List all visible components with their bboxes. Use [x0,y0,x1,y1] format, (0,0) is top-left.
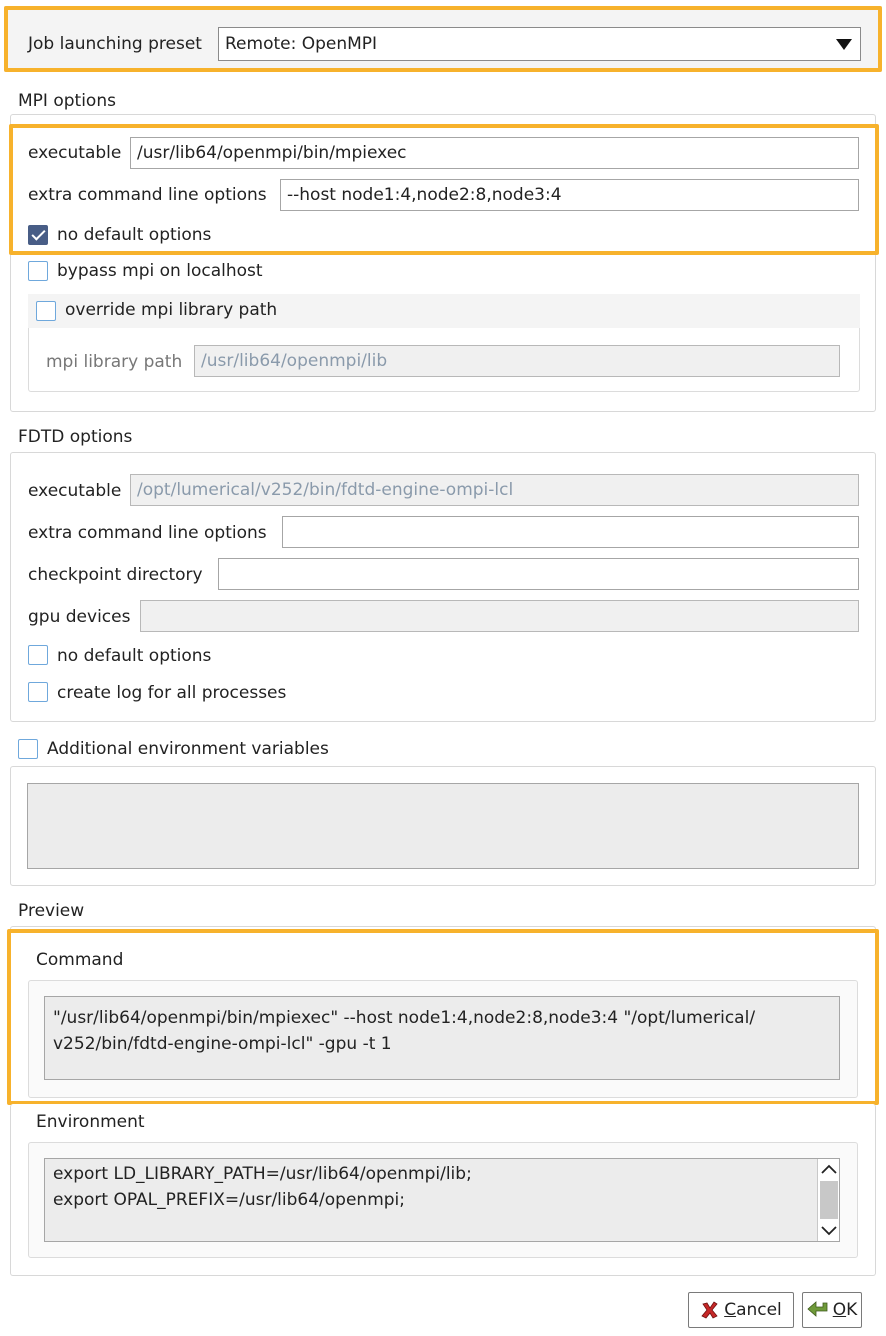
mpi-executable-label: executable [28,143,122,163]
gpu-devices-input [140,600,859,632]
environment-line-2: export OPAL_PREFIX=/usr/lib64/openmpi; [53,1190,406,1210]
command-line-1: "/usr/lib64/openmpi/bin/mpiexec" --host node1:4,node2:8,node3:4 "/opt/lumerical/ [53,1008,756,1028]
mpi-library-path-input: /usr/lib64/openmpi/lib [194,345,840,377]
env-vars-checkbox[interactable] [18,739,38,759]
override-mpi-path-checkbox[interactable] [36,301,56,321]
command-line-2: v252/bin/fdtd-engine-ompi-lcl" -gpu -t 1 [53,1034,392,1054]
preset-select[interactable] [218,27,861,61]
mpi-extra-options-input[interactable]: --host node1:4,node2:8,node3:4 [280,179,859,211]
environment-line-1: export LD_LIBRARY_PATH=/usr/lib64/openmpi/lib; [53,1164,472,1184]
chevron-down-icon [836,39,852,51]
mpi-options-title: MPI options [18,91,116,111]
mpi-no-default-checkbox[interactable] [28,225,48,245]
scrollbar-thumb[interactable] [820,1181,838,1219]
cancel-button[interactable] [688,1292,794,1328]
environment-title: Environment [36,1112,145,1132]
env-vars-label: Additional environment variables [47,739,329,759]
checkpoint-directory-label: checkpoint directory [28,565,203,585]
create-log-checkbox[interactable] [28,682,48,702]
override-mpi-path-label: override mpi library path [65,300,278,320]
cancel-label: Cancel [724,1300,782,1320]
bypass-mpi-label: bypass mpi on localhost [57,261,263,281]
checkpoint-directory-input[interactable] [218,558,859,590]
preset-select-value: Remote: OpenMPI [225,34,378,54]
fdtd-extra-options-input[interactable] [282,516,859,548]
gpu-devices-label: gpu devices [28,607,131,627]
scroll-up-icon[interactable] [819,1161,839,1177]
fdtd-executable-input: /opt/lumerical/v252/bin/fdtd-engine-ompi-lcl [130,474,859,506]
mpi-library-path-label: mpi library path [46,352,183,372]
ok-button[interactable] [802,1292,862,1328]
command-textarea [44,996,840,1080]
preview-title: Preview [18,901,85,921]
environment-scrollbar[interactable] [817,1159,839,1241]
mpi-extra-options-label: extra command line options [28,185,267,205]
mpi-no-default-label: no default options [57,225,212,245]
cancel-x-icon [700,1300,720,1320]
create-log-label: create log for all processes [57,683,287,703]
fdtd-no-default-checkbox[interactable] [28,645,48,665]
fdtd-options-title: FDTD options [18,427,133,447]
command-title: Command [36,950,124,970]
scroll-down-icon[interactable] [819,1223,839,1239]
ok-label: OK [832,1300,858,1320]
fdtd-extra-options-label: extra command line options [28,523,267,543]
ok-arrow-icon [807,1300,829,1320]
fdtd-no-default-label: no default options [57,646,212,666]
bypass-mpi-checkbox[interactable] [28,261,48,281]
env-vars-textarea [27,783,859,869]
preset-label: Job launching preset [28,34,202,54]
mpi-executable-input[interactable]: /usr/lib64/openmpi/bin/mpiexec [130,137,859,169]
fdtd-executable-label: executable [28,481,122,501]
environment-textarea [44,1158,840,1242]
